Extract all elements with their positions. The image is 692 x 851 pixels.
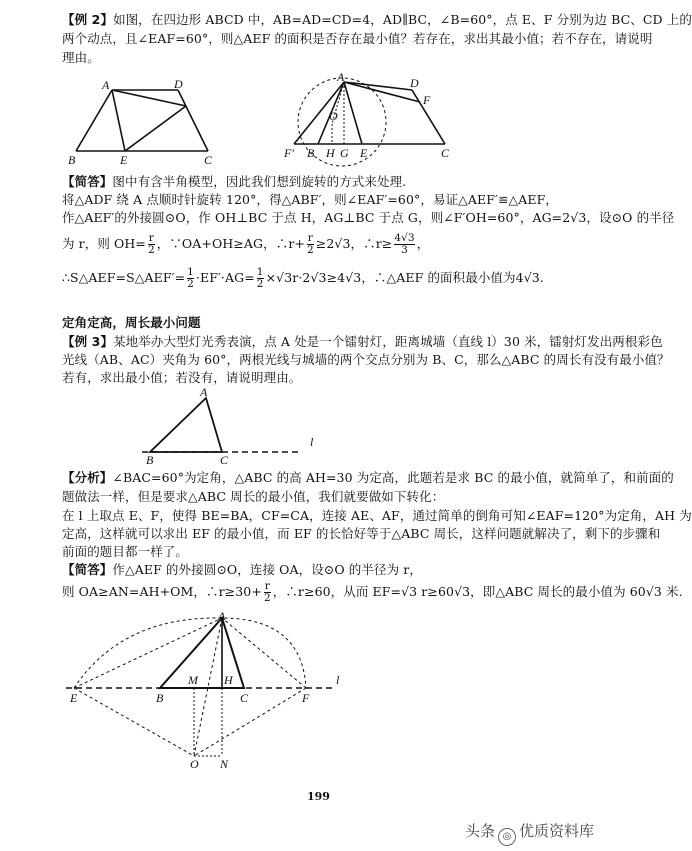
label-B: B bbox=[146, 453, 154, 467]
label-C: C bbox=[204, 153, 213, 167]
fraction-r-over-2b: $\frac{r}{2}$ bbox=[306, 232, 314, 256]
figure-trapezoid bbox=[62, 76, 232, 166]
answer-1-line-1: 【简答】图中有含半角模型，因此我们想到旋转的方式来处理. bbox=[62, 174, 407, 189]
label-C: C bbox=[240, 691, 249, 705]
example-3-tag: 【例 3】 bbox=[62, 334, 114, 349]
figure-rotation-circle bbox=[280, 72, 460, 168]
answer-1-line-3: 作△AEF′的外接圆⊙O，作 OH⊥BC 于点 H，AG⊥BC 于点 G，则∠F′OH=60°，AG=2√3，设⊙O 的半径 bbox=[62, 210, 675, 225]
answer-2-line-1: 【简答】作△AEF 的外接圆⊙O，连接 OA，设⊙O 的半径为 r， bbox=[62, 562, 422, 577]
figure-triangle-wall bbox=[130, 386, 330, 468]
label-C: C bbox=[441, 146, 450, 160]
label-A: A bbox=[337, 70, 345, 84]
label-F: F bbox=[302, 691, 310, 705]
example-2-line-2: 两个动点，且∠EAF=60°，则△AEF 的面积是否存在最小值？若存在，求出其最小值；若不存在，请说明 bbox=[62, 31, 653, 46]
label-H: H bbox=[224, 673, 233, 687]
example-3-line-2: 光线（AB、AC）夹角为 60°，两根光线与城墙的两个交点分别为 B、C，那么△ABC 的周长有没有最小值？ bbox=[62, 352, 670, 367]
analysis-line-3: 在 l 上取点 E、F，使得 BE=BA，CF=CA，连接 AE、AF，通过简单的倒角可知∠EAF=120°为定角，AH 为 bbox=[62, 508, 692, 523]
label-F-prime: F′ bbox=[284, 146, 294, 160]
label-N: N bbox=[220, 757, 229, 771]
answer-1-line-4: 为 r，则 OH= $\frac{r}{2}$ ，∵OA+OH≥AG，∴r+ $\frac{r}{2}$ ≥2√3，∴r≥ $\frac{4√3}{3}$ ， bbox=[62, 232, 430, 256]
analysis-line-2: 题做法一样，但是要求△ABC 周长的最小值，我们就要做如下转化： bbox=[62, 489, 445, 504]
analysis-line-5: 前面的题目都一样了。 bbox=[62, 544, 189, 559]
label-B: B bbox=[156, 691, 164, 705]
label-F: F bbox=[423, 93, 431, 107]
page-number: 199 bbox=[307, 790, 330, 803]
example-2-tag: 【例 2】 bbox=[62, 12, 114, 27]
example-2-line-1: 【例 2】如图，在四边形 ABCD 中，AB=AD=CD=4，AD∥BC，∠B=60°，点 E、F 分别为边 BC、CD 上的 bbox=[62, 12, 692, 27]
example-2-line-3: 理由。 bbox=[62, 50, 100, 65]
fraction-4root3-over-3: $\frac{4√3}{3}$ bbox=[394, 232, 415, 256]
answer-1-line-5: ∴S△AEF=S△AEF′= $\frac{1}{2}$ ·EF′·AG= $\frac{1}{2}$ ×√3r·2√3≥4√3，∴△AEF 的面积最小值为4√3. bbox=[62, 266, 544, 290]
label-C: C bbox=[220, 453, 229, 467]
answer-1-line-2: 将△ADF 绕 A 点顺时针旋转 120°，得△ABF′，则∠EAF′=60°，易证△AEF′≌△AEF， bbox=[62, 192, 558, 207]
label-D: D bbox=[174, 77, 183, 91]
figure-circumcircle bbox=[62, 609, 362, 772]
label-D: D bbox=[410, 76, 419, 90]
analysis-line-1: 【分析】∠BAC=60°为定角，△ABC 的高 AH=30 为定高，此题若是求 BC 的最小值，就简单了，和前面的 bbox=[62, 470, 674, 485]
analysis-tag: 【分析】 bbox=[62, 470, 113, 485]
label-A: A bbox=[218, 609, 226, 623]
section-title: 定角定高，周长最小问题 bbox=[62, 315, 201, 330]
analysis-line-4: 定高，这样就可以求出 EF 的最小值，而 EF 的长恰好等于△ABC 周长，这样问题就解决了，剩下的步骤和 bbox=[62, 526, 661, 541]
example-3-line-1: 【例 3】某地举办大型灯光秀表演，点 A 处是一个镭射灯，距离城墙（直线 l）30 米，镭射灯发出两根彩色 bbox=[62, 334, 663, 349]
label-l: l bbox=[336, 673, 340, 687]
label-A: A bbox=[102, 78, 110, 92]
answer-1-tag: 【简答】 bbox=[62, 174, 113, 189]
publisher-icon: ◎ bbox=[498, 828, 516, 846]
fraction-r-over-2: $\frac{r}{2}$ bbox=[147, 232, 155, 256]
watermark: 头条 ◎ 优质资料库 bbox=[465, 820, 594, 846]
label-O: O bbox=[329, 109, 338, 123]
label-B: B bbox=[307, 146, 315, 160]
answer-2-line-2: 则 OA≥AN=AH+OM，∴r≥30+ $\frac{r}{2}$ ，∴r≥60，从而 EF=√3 r≥60√3，即△ABC 周长的最小值为 60√3 米. bbox=[62, 580, 683, 604]
label-l: l bbox=[310, 435, 314, 449]
label-B: B bbox=[68, 153, 76, 167]
label-M: M bbox=[188, 673, 198, 687]
label-A: A bbox=[200, 385, 208, 399]
label-G: G bbox=[340, 146, 349, 160]
label-E: E bbox=[70, 691, 78, 705]
label-E: E bbox=[360, 146, 368, 160]
label-E: E bbox=[120, 153, 128, 167]
answer-2-tag: 【简答】 bbox=[62, 562, 113, 577]
label-H: H bbox=[326, 146, 335, 160]
label-O: O bbox=[190, 757, 199, 771]
example-3-line-3: 若有，求出最小值；若没有，请说明理由。 bbox=[62, 370, 302, 385]
